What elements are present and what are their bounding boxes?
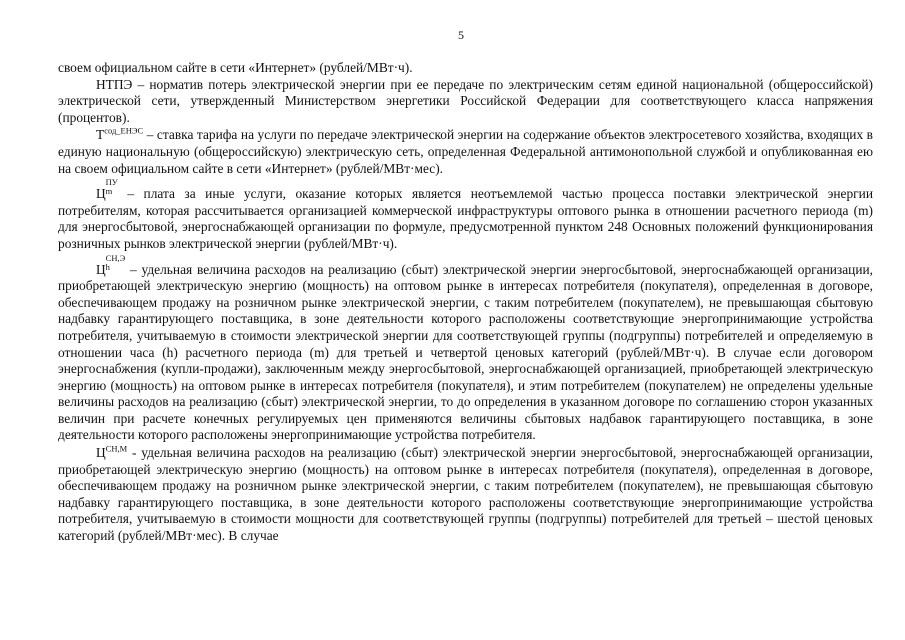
paragraph-sales-capacity [58,445,873,545]
paragraph-tariff-enes [58,127,873,177]
paragraph-continuation: своем официальном сайте в сети «Интернет» (рублей/МВт·ч). [58,60,413,75]
paragraph-sales-capacity-text: - удельная величина расходов на реализацию (сбыт) электрической энергии энергосбытовой, энергоснабжающей организации, приобретающей электрическую энергию (мощность) на оптовом рынке в интересах потребителя (покупателя), определенная в договоре, обеспечивающем продажу на розничном рынке электрической энергии, с таким потребителем (покупателем), не превышающая сбытовую надбавку гарантирующего поставщика, в зоне деятельности которого расположены соответствующие энергопринимающие устройства потребителя, учитываемую в стоимости мощности для соответствующей группы (подгруппы) потребителей для третьей – шестой ценовых категорий (рублей/МВт·мес). В случае [58,445,873,544]
paragraph-sales-energy-text: – удельная величина расходов на реализацию (сбыт) электрической энергии энергосбытовой, энергоснабжающей организации, приобретающей электрическую энергию (мощность) на оптовом рынке в интересах потребителя (покупателя), определенная в договоре, обеспечивающем продажу на розничном рынке электрической энергии, с таким потребителем (покупателем), не превышающая сбытовую надбавку гарантирующего поставщика, в зоне деятельности которого расположены соответствующие энергопринимающие устройства потребителя, учитываемую в стоимости электрической энергии для соответствующей группы (подгруппы) потребителей и определяемую в отношении часа (h) расчетного периода (m) для третьей и четвертой ценовых категорий (рублей/МВт·ч). В случае если договором энергоснабжения (купли-продажи), заключенным между энергосбытовой, энергоснабжающей организацией, приобретающей электрическую энергию (мощность) на оптовом рынке в интересах потребителя (покупателя), и этим потребителем (покупателем) не определены удельные величины расходов на реализацию (сбыт) электрической энергии, то до определения в указанном договоре по соглашению сторон указанных величин при расчете конечных регулируемых цен применяются величины сбытовых надбавок гарантирующего поставщика, в зоне деятельности которого расположены энергопринимающие устройства потребителя. [58,261,873,443]
paragraph-sales-energy [58,254,873,445]
tariff-symbol: $Т^{сод\_ЕНЭС}$ [96,125,144,143]
paragraph-other-services-text: – плата за иные услуги, оказание которых является неотъемлемой частью процесса поставки электрической энергии потребителям, которая рассчитывается организацией коммерческой инфраструктуры оптового рынка в отношении расчетного периода (m) для энергосбытовой, энергоснабжающей организации по формуле, предусмотренной пунктом 248 Основных положений функционирования розничных рынков электрической энергии (рублей/МВт·ч). [58,186,873,251]
paragraph-ntpe-text: НТПЭ – норматив потерь электрической энергии при ее передаче по электрическим сетям единой национальной (общероссийской) электрической сети, утвержденный Министерством энергетики Российской Федерации для соответствующего класса напряжения (процентов). [58,76,873,125]
document-body [58,60,873,545]
paragraph-ntpe [58,77,873,127]
price-symbol-pu: Ц ПУ m [96,177,118,202]
price-symbol-sn-m: $Ц^{СН,М}$ [96,443,128,461]
price-symbol-sn-e: Ц СН,Э h [96,252,126,277]
page-number: 5 [458,28,464,42]
paragraph-tariff-enes-text: – ставка тарифа на услуги по передаче электрической энергии на содержание объектов электросетевого хозяйства, входящих в единую национальную (общероссийскую) электрическую сеть, определенная Федеральной антимонопольной службой и опубликованная ею на своем официальном сайте в сети «Интернет» (рублей/МВт·мес). [58,127,873,176]
paragraph-other-services [58,178,873,252]
